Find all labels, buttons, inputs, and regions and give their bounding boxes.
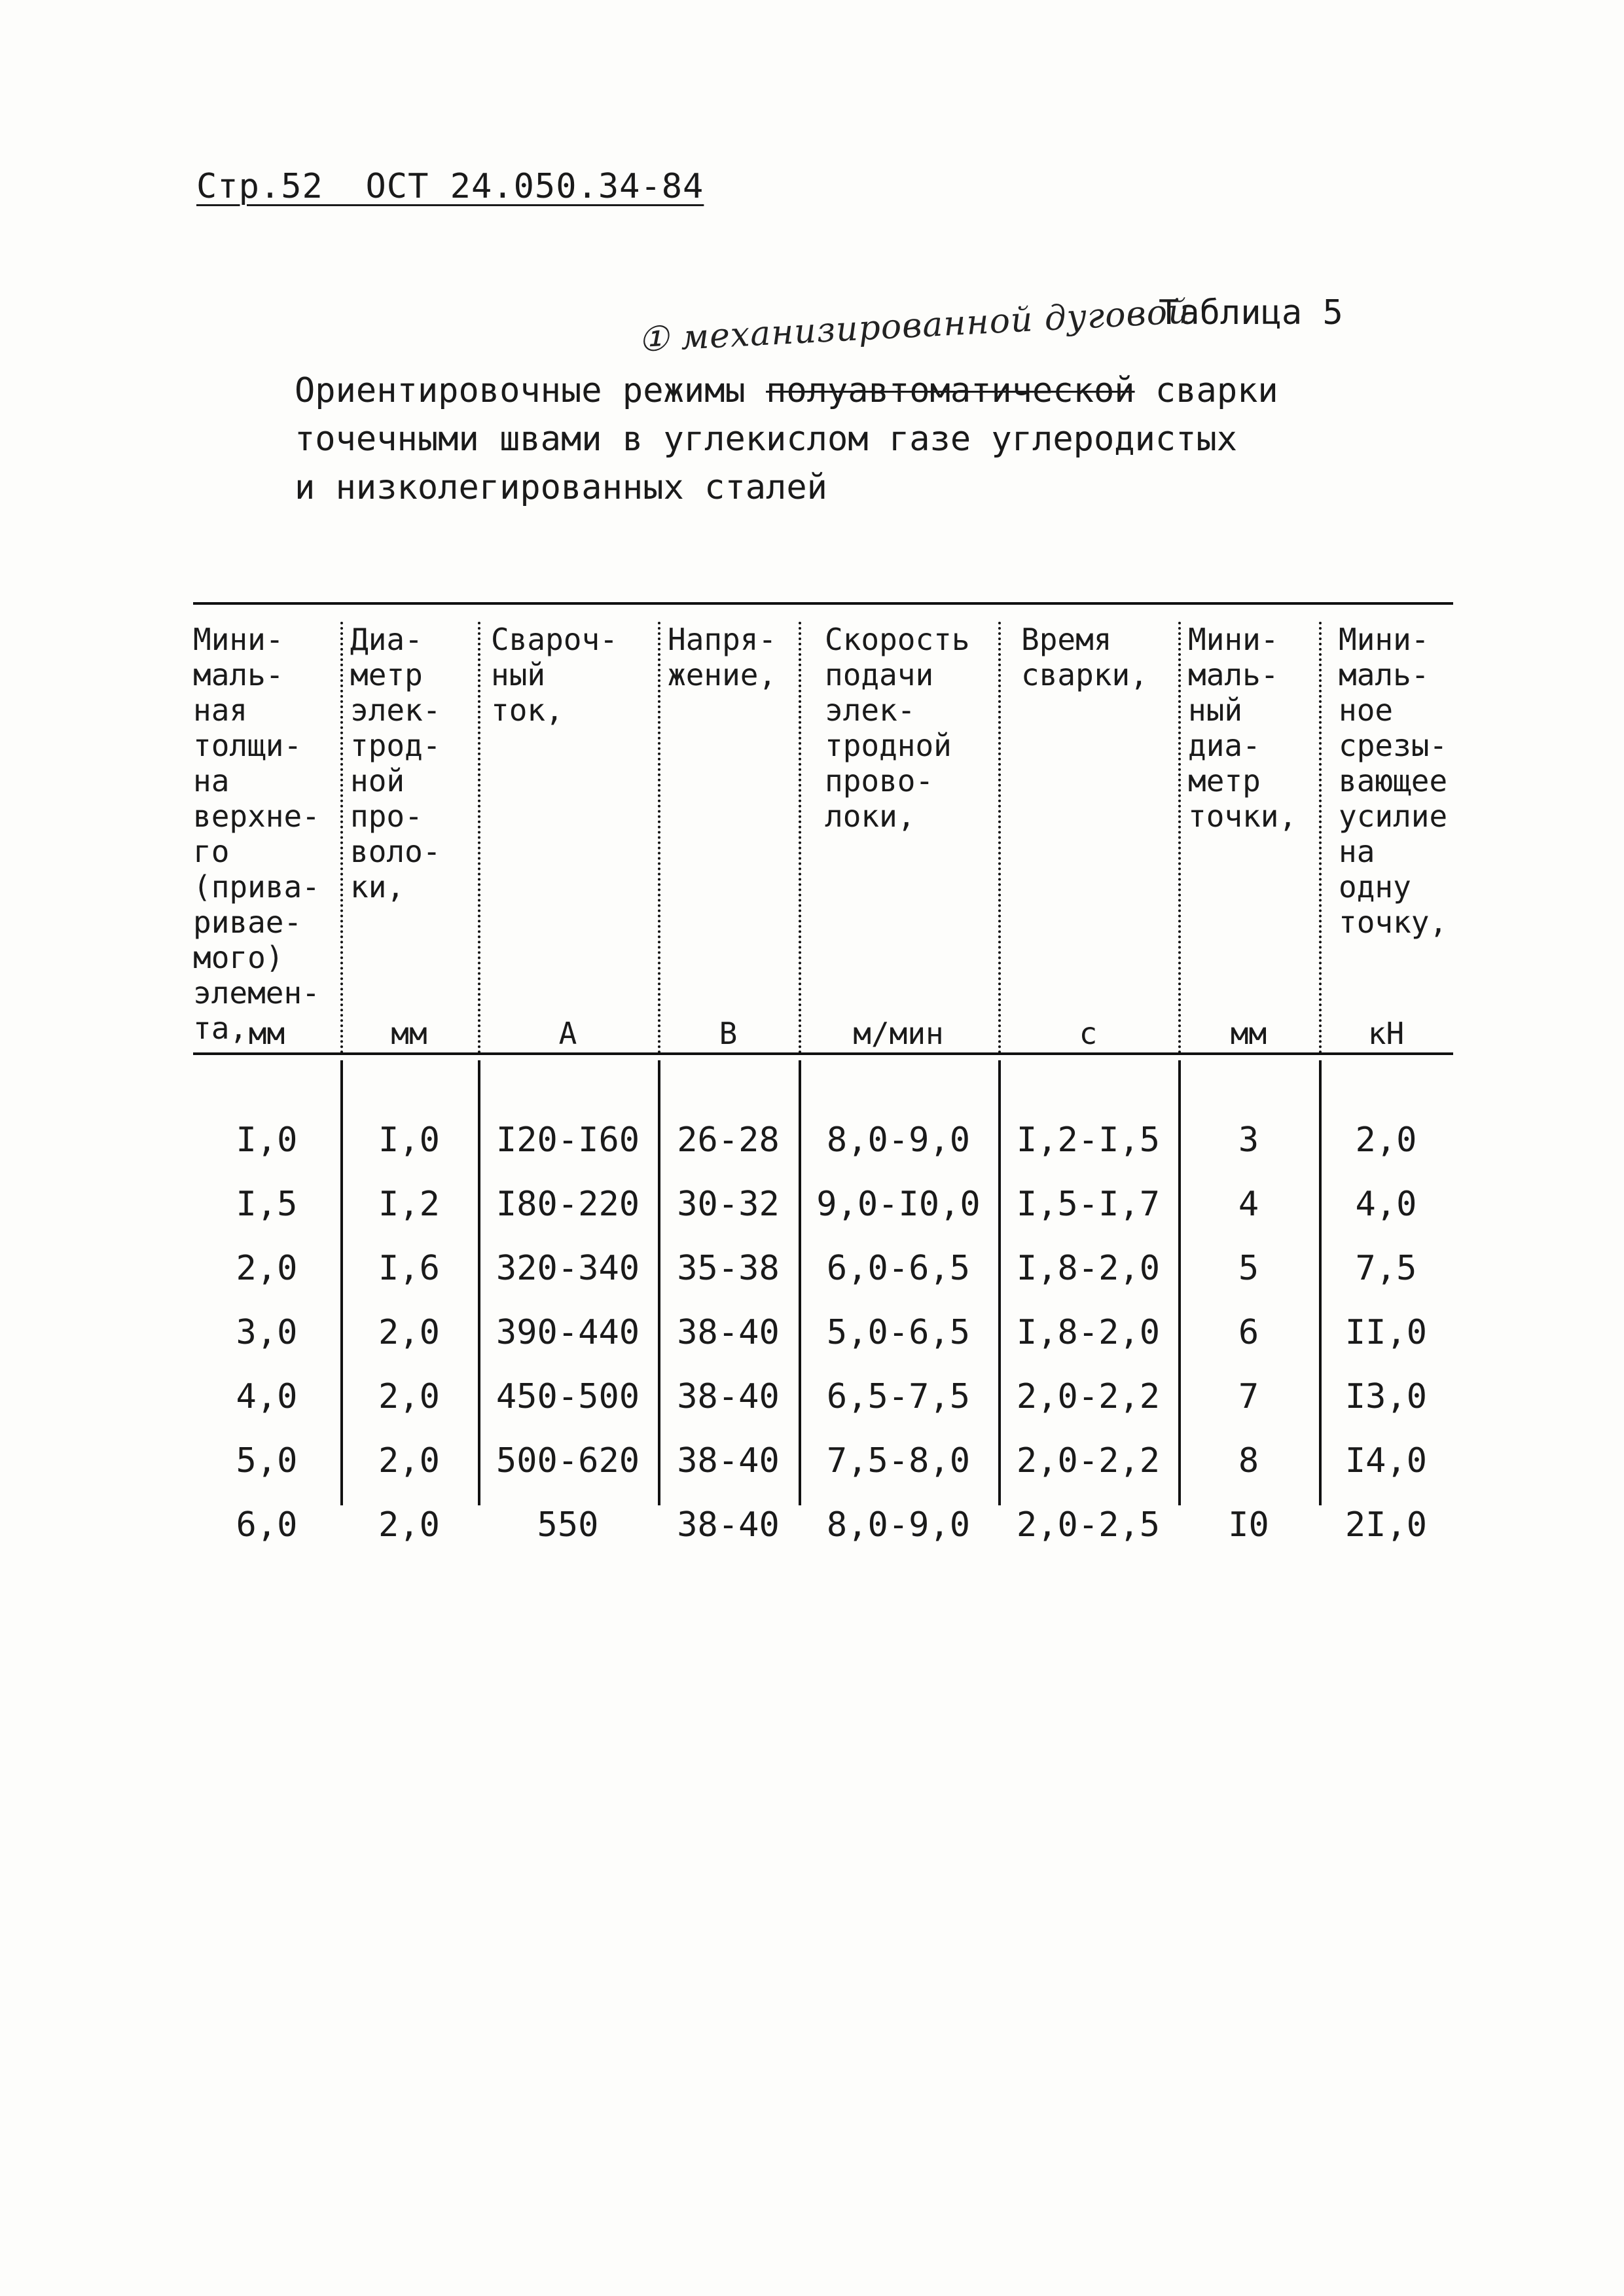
cell-thickness: 6,0 <box>236 1505 298 1545</box>
cell-wire-diameter: 2,0 <box>378 1377 440 1416</box>
cell-voltage: 30-32 <box>677 1185 780 1224</box>
cell-point-diameter: 7 <box>1238 1377 1259 1416</box>
cell-shear-force: II,0 <box>1344 1313 1428 1352</box>
cell-point-diameter: 5 <box>1238 1249 1259 1288</box>
header-shear-force-text: Мини- маль- ное срезы- вающее усилие на одну точку, <box>1339 622 1448 940</box>
cell-feed-speed: 9,0-I0,0 <box>816 1185 981 1224</box>
cell-current: I80-220 <box>496 1185 640 1224</box>
col-header-shear-force <box>1319 622 1453 1054</box>
table-row <box>193 1441 1453 1505</box>
title-line-2: точечными швами в углекислом газе углеродистых <box>295 420 1238 459</box>
title-line-1-before: Ориентировочные режимы <box>295 371 767 410</box>
header-point-diameter-text: Мини- маль- ный диа- метр точки, <box>1188 622 1297 834</box>
cell-feed-speed: 7,5-8,0 <box>826 1441 971 1480</box>
header-feed-speed-text: Скорость подачи элек- тродной прово- локи, <box>825 622 970 834</box>
cell-thickness: 4,0 <box>236 1377 298 1416</box>
col-header-wire-diameter <box>340 622 478 1054</box>
header-voltage-text: Напря- жение, <box>668 622 777 692</box>
header-current-text: Свароч- ный ток, <box>491 622 618 728</box>
cell-point-diameter: 8 <box>1238 1441 1259 1480</box>
unit-voltage: В <box>719 1016 738 1051</box>
unit-wire-diameter: мм <box>391 1016 427 1051</box>
cell-wire-diameter: I,6 <box>378 1249 440 1288</box>
col-header-weld-time <box>998 622 1178 1054</box>
cell-weld-time: 2,0-2,5 <box>1016 1505 1161 1545</box>
unit-thickness: мм <box>248 1016 285 1051</box>
col-divider <box>340 622 343 1054</box>
cell-feed-speed: 8,0-9,0 <box>826 1505 971 1545</box>
col-divider <box>658 622 660 1054</box>
cell-wire-diameter: I,2 <box>378 1185 440 1224</box>
cell-shear-force: 4,0 <box>1355 1185 1417 1224</box>
col-header-current <box>478 622 658 1054</box>
col-divider <box>799 622 801 1054</box>
cell-weld-time: I,2-I,5 <box>1016 1121 1161 1160</box>
cell-weld-time: 2,0-2,2 <box>1016 1441 1161 1480</box>
cell-feed-speed: 8,0-9,0 <box>826 1121 971 1160</box>
cell-voltage: 38-40 <box>677 1377 780 1416</box>
cell-weld-time: 2,0-2,2 <box>1016 1377 1161 1416</box>
col-divider <box>998 622 1001 1054</box>
table-row <box>193 1121 1453 1185</box>
cell-point-diameter: 3 <box>1238 1121 1259 1160</box>
cell-weld-time: I,5-I,7 <box>1016 1185 1161 1224</box>
cell-current: 550 <box>537 1505 599 1545</box>
unit-shear-force: кН <box>1367 1016 1405 1051</box>
table-title <box>295 367 1342 512</box>
header-thickness-text: Мини- маль- ная толщи- на верхне- го (прива- ривае- мого) элемен- та, <box>193 622 320 1046</box>
cell-current: 390-440 <box>496 1313 640 1352</box>
cell-weld-time: I,8-2,0 <box>1016 1313 1161 1352</box>
col-divider <box>1319 622 1322 1054</box>
cell-thickness: I,0 <box>236 1121 298 1160</box>
table-row <box>193 1185 1453 1249</box>
cell-wire-diameter: I,0 <box>378 1121 440 1160</box>
cell-point-diameter: 4 <box>1238 1185 1259 1224</box>
table-row <box>193 1249 1453 1313</box>
cell-thickness: 3,0 <box>236 1313 298 1352</box>
cell-point-diameter: 6 <box>1238 1313 1259 1352</box>
title-line-1-after: сварки <box>1134 371 1278 410</box>
title-line-1 <box>295 367 1342 415</box>
cell-wire-diameter: 2,0 <box>378 1505 440 1545</box>
table-label: Таблица 5 <box>1159 293 1343 332</box>
col-header-feed-speed <box>799 622 998 1054</box>
col-divider <box>1178 622 1181 1054</box>
cell-point-diameter: I0 <box>1228 1505 1269 1545</box>
table-row <box>193 1313 1453 1377</box>
header-weld-time-text: Время сварки, <box>1021 622 1148 692</box>
cell-shear-force: I3,0 <box>1344 1377 1428 1416</box>
unit-feed-speed: м/мин <box>853 1016 944 1051</box>
col-header-point-diameter <box>1178 622 1319 1054</box>
cell-weld-time: I,8-2,0 <box>1016 1249 1161 1288</box>
table-row <box>193 1505 1453 1570</box>
cell-voltage: 26-28 <box>677 1121 780 1160</box>
cell-voltage: 38-40 <box>677 1313 780 1352</box>
unit-point-diameter: мм <box>1230 1016 1267 1051</box>
cell-feed-speed: 6,5-7,5 <box>826 1377 971 1416</box>
cell-thickness: I,5 <box>236 1185 298 1224</box>
table-top-rule <box>193 602 1453 605</box>
cell-thickness: 5,0 <box>236 1441 298 1480</box>
cell-current: I20-I60 <box>496 1121 640 1160</box>
cell-shear-force: 2I,0 <box>1344 1505 1428 1545</box>
title-line-3: и низколегированных сталей <box>295 468 827 507</box>
cell-voltage: 38-40 <box>677 1441 780 1480</box>
col-divider <box>478 622 480 1054</box>
unit-weld-time: с <box>1079 1016 1098 1051</box>
cell-current: 450-500 <box>496 1377 640 1416</box>
header-wire-diameter-text: Диа- метр элек- трод- ной про- воло- ки, <box>350 622 441 905</box>
page-header: Стр.52 ОСТ 24.050.34-84 <box>196 167 704 206</box>
cell-wire-diameter: 2,0 <box>378 1441 440 1480</box>
handwritten-correction: ① механизированной дуговой <box>637 291 1191 360</box>
cell-shear-force: I4,0 <box>1344 1441 1428 1480</box>
cell-voltage: 38-40 <box>677 1505 780 1545</box>
cell-current: 500-620 <box>496 1441 640 1480</box>
cell-thickness: 2,0 <box>236 1249 298 1288</box>
cell-shear-force: 7,5 <box>1355 1249 1417 1288</box>
struck-word: полуавтоматической <box>766 371 1135 410</box>
unit-current: А <box>558 1016 577 1051</box>
cell-feed-speed: 6,0-6,5 <box>826 1249 971 1288</box>
table-row <box>193 1377 1453 1441</box>
cell-shear-force: 2,0 <box>1355 1121 1417 1160</box>
cell-current: 320-340 <box>496 1249 640 1288</box>
cell-feed-speed: 5,0-6,5 <box>826 1313 971 1352</box>
cell-wire-diameter: 2,0 <box>378 1313 440 1352</box>
cell-voltage: 35-38 <box>677 1249 780 1288</box>
col-header-thickness <box>193 622 340 1054</box>
col-header-voltage <box>658 622 799 1054</box>
